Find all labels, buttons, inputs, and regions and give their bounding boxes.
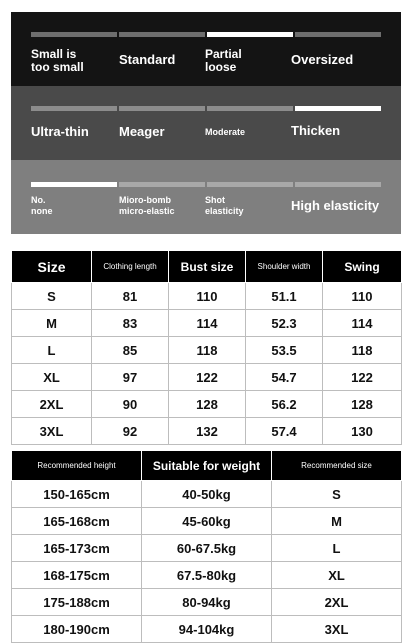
header-bust-size: Bust size <box>169 251 246 283</box>
scale-label: Standard <box>119 52 176 67</box>
table-cell: 130 <box>323 418 402 445</box>
table-cell: 114 <box>169 310 246 337</box>
scale-segment-active <box>295 106 381 111</box>
scale-label: Ultra-thin <box>31 124 89 139</box>
table-cell: 51.1 <box>246 283 323 310</box>
table-row <box>12 310 402 337</box>
table-cell: 53.5 <box>246 337 323 364</box>
header-recommended-height: Recommended height <box>12 451 142 481</box>
table-cell: 114 <box>323 310 402 337</box>
table-row <box>12 283 402 310</box>
table-cell: XL <box>272 562 402 589</box>
scale-label: Meager <box>119 124 165 139</box>
table-cell: 56.2 <box>246 391 323 418</box>
scale-label: No. none <box>31 195 53 216</box>
table-cell: 168-175cm <box>12 562 142 589</box>
table-cell: 80-94kg <box>142 589 272 616</box>
header-recommended-size: Recommended size <box>272 451 402 481</box>
table-row <box>12 337 402 364</box>
table-cell: 57.4 <box>246 418 323 445</box>
table-cell: 128 <box>169 391 246 418</box>
table-header-row <box>12 251 402 283</box>
table-cell: 132 <box>169 418 246 445</box>
table-cell: S <box>12 283 92 310</box>
table-row <box>12 535 402 562</box>
table-header-row <box>12 451 402 481</box>
table-cell: 90 <box>92 391 169 418</box>
table-cell: XL <box>12 364 92 391</box>
table-cell: 97 <box>92 364 169 391</box>
recommendation-table <box>11 450 402 643</box>
table-cell: 67.5-80kg <box>142 562 272 589</box>
table-cell: 165-168cm <box>12 508 142 535</box>
table-cell: 85 <box>92 337 169 364</box>
scale-label: Moderate <box>205 127 246 137</box>
table-row <box>12 616 402 643</box>
table-cell: S <box>272 481 402 508</box>
scale-segment <box>119 32 205 37</box>
table-cell: 3XL <box>12 418 92 445</box>
table-cell: 81 <box>92 283 169 310</box>
table-cell: 60-67.5kg <box>142 535 272 562</box>
table-cell: 45-60kg <box>142 508 272 535</box>
table-cell: 52.3 <box>246 310 323 337</box>
scale-segment-active <box>207 32 293 37</box>
table-cell: 175-188cm <box>12 589 142 616</box>
table-cell: 94-104kg <box>142 616 272 643</box>
table-cell: 2XL <box>272 589 402 616</box>
table-cell: M <box>272 508 402 535</box>
scale-label: Partial loose <box>205 47 242 74</box>
header-shoulder-width: Shoulder width <box>246 251 323 283</box>
header-clothing-length: Clothing length <box>92 251 169 283</box>
table-cell: 118 <box>169 337 246 364</box>
table-row <box>12 589 402 616</box>
fit-scale-band <box>11 12 401 86</box>
scale-segment <box>31 106 117 111</box>
scale-label: Mioro-bomb micro-elastic <box>119 195 175 216</box>
table-cell: 110 <box>323 283 402 310</box>
scale-segment-active <box>31 182 117 187</box>
table-cell: 122 <box>323 364 402 391</box>
table-row <box>12 364 402 391</box>
table-cell: 110 <box>169 283 246 310</box>
scale-segment <box>207 106 293 111</box>
scale-label: Thicken <box>291 123 341 138</box>
table-cell: 128 <box>323 391 402 418</box>
scale-label: High elasticity <box>291 198 380 213</box>
table-cell: 118 <box>323 337 402 364</box>
table-cell: 180-190cm <box>12 616 142 643</box>
scale-segment <box>207 182 293 187</box>
scale-segment <box>119 106 205 111</box>
scale-label: Small is too small <box>31 47 84 74</box>
table-cell: 150-165cm <box>12 481 142 508</box>
table-row <box>12 391 402 418</box>
size-table <box>11 250 402 445</box>
table-cell: M <box>12 310 92 337</box>
table-cell: L <box>12 337 92 364</box>
scale-segment <box>119 182 205 187</box>
scale-label: Oversized <box>291 52 354 67</box>
scale-segment <box>295 32 381 37</box>
table-cell: 54.7 <box>246 364 323 391</box>
table-cell: 83 <box>92 310 169 337</box>
table-cell: 165-173cm <box>12 535 142 562</box>
header-suitable-weight: Suitable for weight <box>142 451 272 481</box>
table-row <box>12 481 402 508</box>
scale-label: Shot elasticity <box>205 195 244 216</box>
table-row <box>12 508 402 535</box>
thickness-scale-band <box>11 86 401 160</box>
elasticity-scale-band <box>11 160 401 234</box>
header-size: Size <box>12 251 92 283</box>
scale-segment <box>31 32 117 37</box>
table-cell: 92 <box>92 418 169 445</box>
table-cell: 122 <box>169 364 246 391</box>
scale-segment <box>295 182 381 187</box>
table-cell: L <box>272 535 402 562</box>
table-row <box>12 562 402 589</box>
header-swing: Swing <box>323 251 402 283</box>
table-cell: 40-50kg <box>142 481 272 508</box>
table-row <box>12 418 402 445</box>
table-cell: 2XL <box>12 391 92 418</box>
table-cell: 3XL <box>272 616 402 643</box>
